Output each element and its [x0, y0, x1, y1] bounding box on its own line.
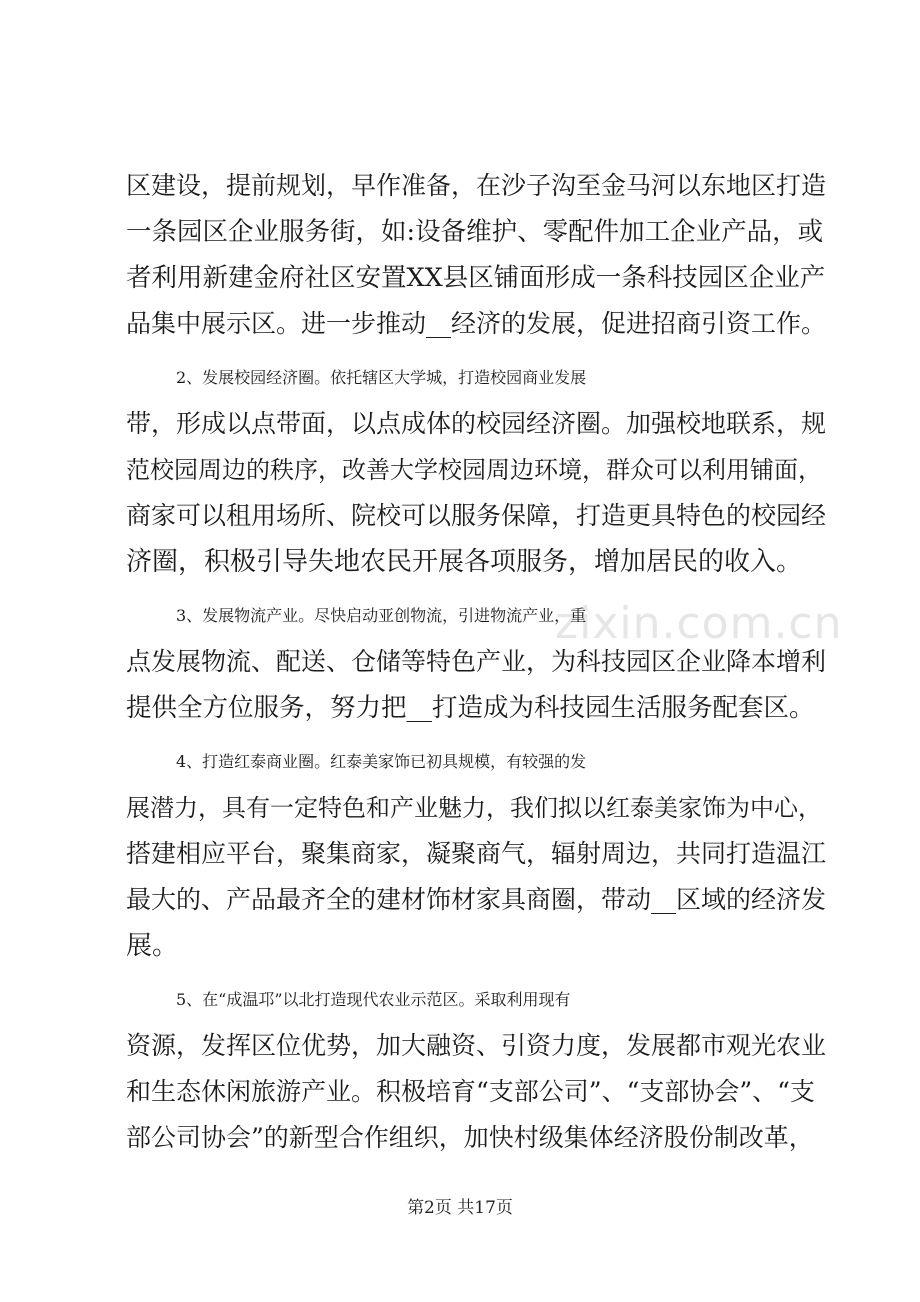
para-2-line-1: 2、发展校园经济圈。依托辖区大学城，打造校园商业发展 — [176, 368, 587, 387]
para-4-line-1: 4、打造红泰商业圈。红泰美家饰已初具规模，有较强的发 — [176, 752, 587, 771]
para-5-line-4: 部公司协会”的新型合作组织，加快村级集体经济股份制改革， — [126, 1123, 814, 1152]
body-line-2: 一条园区企业服务街，如:设备维护、零配件加工企业产品，或 — [126, 217, 824, 247]
watermark: zixin.com.cn — [555, 598, 843, 649]
para-4-line-3: 搭建相应平台，聚集商家，凝聚商气，辐射周边，共同打造温江 — [126, 839, 827, 868]
body-line-4: 品集中展示区。进一步推动__经济的发展，促进招商引资工作。 — [126, 309, 827, 338]
para-5-line-3: 和生态休闲旅游产业。积极培育“支部公司”、“支部协会”、“支 — [126, 1077, 815, 1106]
para-3-line-1: 3、发展物流产业。尽快启动亚创物流，引进物流产业，重 — [176, 606, 587, 625]
para-2-line-4: 商家可以租用场所、院校可以服务保障，打造更具特色的校园经 — [126, 501, 827, 530]
body-line-1: 区建设，提前规划，早作准备，在沙子沟至金马河以东地区打造 — [126, 171, 827, 200]
para-5-line-1: 5、在“成温邛”以北打造现代农业示范区。采取利用现有 — [176, 990, 571, 1009]
para-2-line-5: 济圈，积极引导失地农民开展各项服务，增加居民的收入。 — [126, 547, 803, 577]
para-4-line-2: 展潜力，具有一定特色和产业魅力，我们拟以红泰美家饰为中心， — [126, 794, 822, 822]
para-4-line-5: 展。 — [126, 931, 179, 961]
para-5-line-2: 资源，发挥区位优势，加大融资、引资力度，发展都市观光农业 — [126, 1031, 827, 1060]
para-2-line-3: 范校园周边的秩序，改善大学校园周边环境，群众可以利用铺面， — [126, 456, 822, 484]
para-2-line-2: 带，形成以点带面，以点成体的校园经济圈。加强校地联系，规 — [126, 409, 827, 438]
page-number: 第2页 共17页 — [407, 1198, 513, 1218]
para-3-line-2: 点发展物流、配送、仓储等特色产业，为科技园区企业降本增利 — [126, 647, 827, 676]
body-line-3: 者利用新建金府社区安置XX县区铺面形成一条科技园区企业产 — [126, 263, 826, 293]
para-4-line-4: 最大的、产品最齐全的建材饰材家具商圈，带动__区域的经济发 — [126, 885, 827, 914]
para-3-line-3: 提供全方位服务，努力把__打造成为科技园生活服务配套区。 — [126, 693, 815, 723]
